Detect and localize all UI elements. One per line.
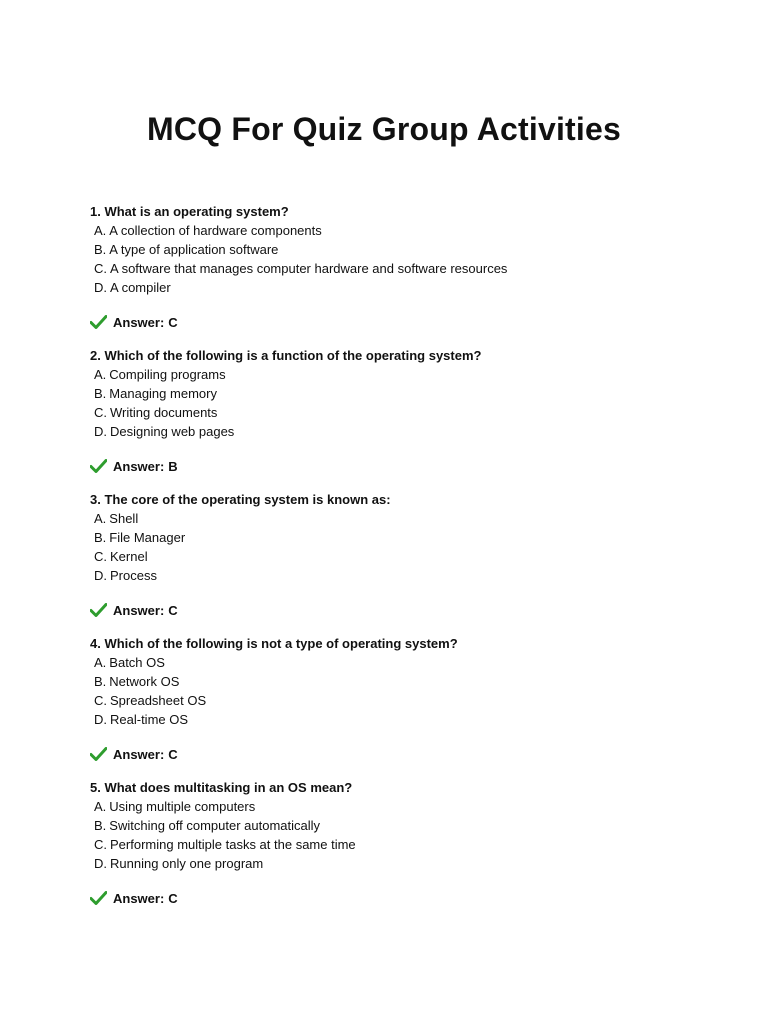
option-item [94,384,730,403]
checkmark-icon [90,747,107,761]
option-list [90,797,730,873]
option-letter: C. [94,693,107,708]
option-letter: C. [94,405,107,420]
answer-row [90,312,178,332]
answer-value: C [168,746,178,762]
option-item [94,403,730,422]
option-item [94,221,730,240]
answer-label: Answer: [113,458,165,474]
option-text: Shell [109,511,139,526]
option-list [90,653,730,729]
option-text: Running only one program [110,856,264,871]
option-item [94,547,730,566]
option-text: Process [110,568,157,583]
option-text: A software that manages computer hardware and software resources [110,261,508,276]
option-item [94,566,730,585]
option-letter: D. [94,712,107,727]
option-item [94,797,730,816]
answer-label: Answer: [113,890,165,906]
question-list [90,202,730,922]
option-letter: D. [94,568,107,583]
checkmark-icon [90,891,107,905]
option-letter: B. [94,674,107,689]
option-text: Performing multiple tasks at the same time [110,837,356,852]
question-text [90,778,730,797]
option-letter: A. [94,799,107,814]
option-letter: D. [94,280,107,295]
option-letter: B. [94,386,107,401]
question-label: Which of the following is not a type of operating system? [104,636,458,651]
option-item [94,835,730,854]
question-block [90,634,730,778]
option-text: Managing memory [109,386,217,401]
option-text: Writing documents [110,405,218,420]
option-item [94,672,730,691]
answer-value: C [168,890,178,906]
option-letter: C. [94,549,107,564]
answer-label: Answer: [113,602,165,618]
option-text: Using multiple computers [109,799,256,814]
option-text: Kernel [110,549,148,564]
question-block [90,778,730,922]
checkmark-icon [90,459,107,473]
option-text: File Manager [109,530,186,545]
option-text: Switching off computer automatically [109,818,321,833]
answer-label: Answer: [113,746,165,762]
option-letter: A. [94,655,107,670]
question-label: Which of the following is a function of the operating system? [104,348,482,363]
option-item [94,816,730,835]
question-number: 2. [90,348,101,363]
option-item [94,422,730,441]
option-item [94,710,730,729]
question-block [90,202,730,346]
page-title: MCQ For Quiz Group Activities [147,111,621,147]
option-item [94,854,730,873]
option-item [94,259,730,278]
option-list [90,221,730,297]
option-list [90,509,730,585]
option-text: Designing web pages [110,424,235,439]
question-number: 5. [90,780,101,795]
answer-row [90,888,178,908]
option-item [94,365,730,384]
option-list [90,365,730,441]
option-letter: B. [94,242,107,257]
option-letter: B. [94,818,107,833]
answer-value: C [168,314,178,330]
question-label: The core of the operating system is known as: [104,492,391,507]
option-item [94,278,730,297]
option-text: Compiling programs [109,367,226,382]
answer-row [90,456,178,476]
answer-value: C [168,602,178,618]
option-item [94,528,730,547]
option-item [94,240,730,259]
option-text: Network OS [109,674,180,689]
question-number: 3. [90,492,101,507]
option-text: Spreadsheet OS [110,693,207,708]
question-label: What is an operating system? [104,204,289,219]
option-text: Batch OS [109,655,165,670]
answer-row [90,600,178,620]
option-letter: D. [94,424,107,439]
question-text [90,634,730,653]
option-text: Real-time OS [110,712,189,727]
option-letter: A. [94,367,107,382]
option-letter: A. [94,511,107,526]
option-letter: C. [94,837,107,852]
option-text: A type of application software [109,242,279,257]
question-label: What does multitasking in an OS mean? [104,780,353,795]
question-block [90,346,730,490]
option-letter: D. [94,856,107,871]
option-item [94,653,730,672]
question-text [90,346,730,365]
option-letter: B. [94,530,107,545]
answer-label: Answer: [113,314,165,330]
checkmark-icon [90,315,107,329]
option-item [94,509,730,528]
answer-value: B [168,458,178,474]
question-text [90,202,730,221]
option-item [94,691,730,710]
option-text: A compiler [110,280,171,295]
checkmark-icon [90,603,107,617]
question-block [90,490,730,634]
option-letter: C. [94,261,107,276]
option-letter: A. [94,223,107,238]
question-number: 4. [90,636,101,651]
question-number: 1. [90,204,101,219]
option-text: A collection of hardware components [109,223,322,238]
question-text [90,490,730,509]
answer-row [90,744,178,764]
